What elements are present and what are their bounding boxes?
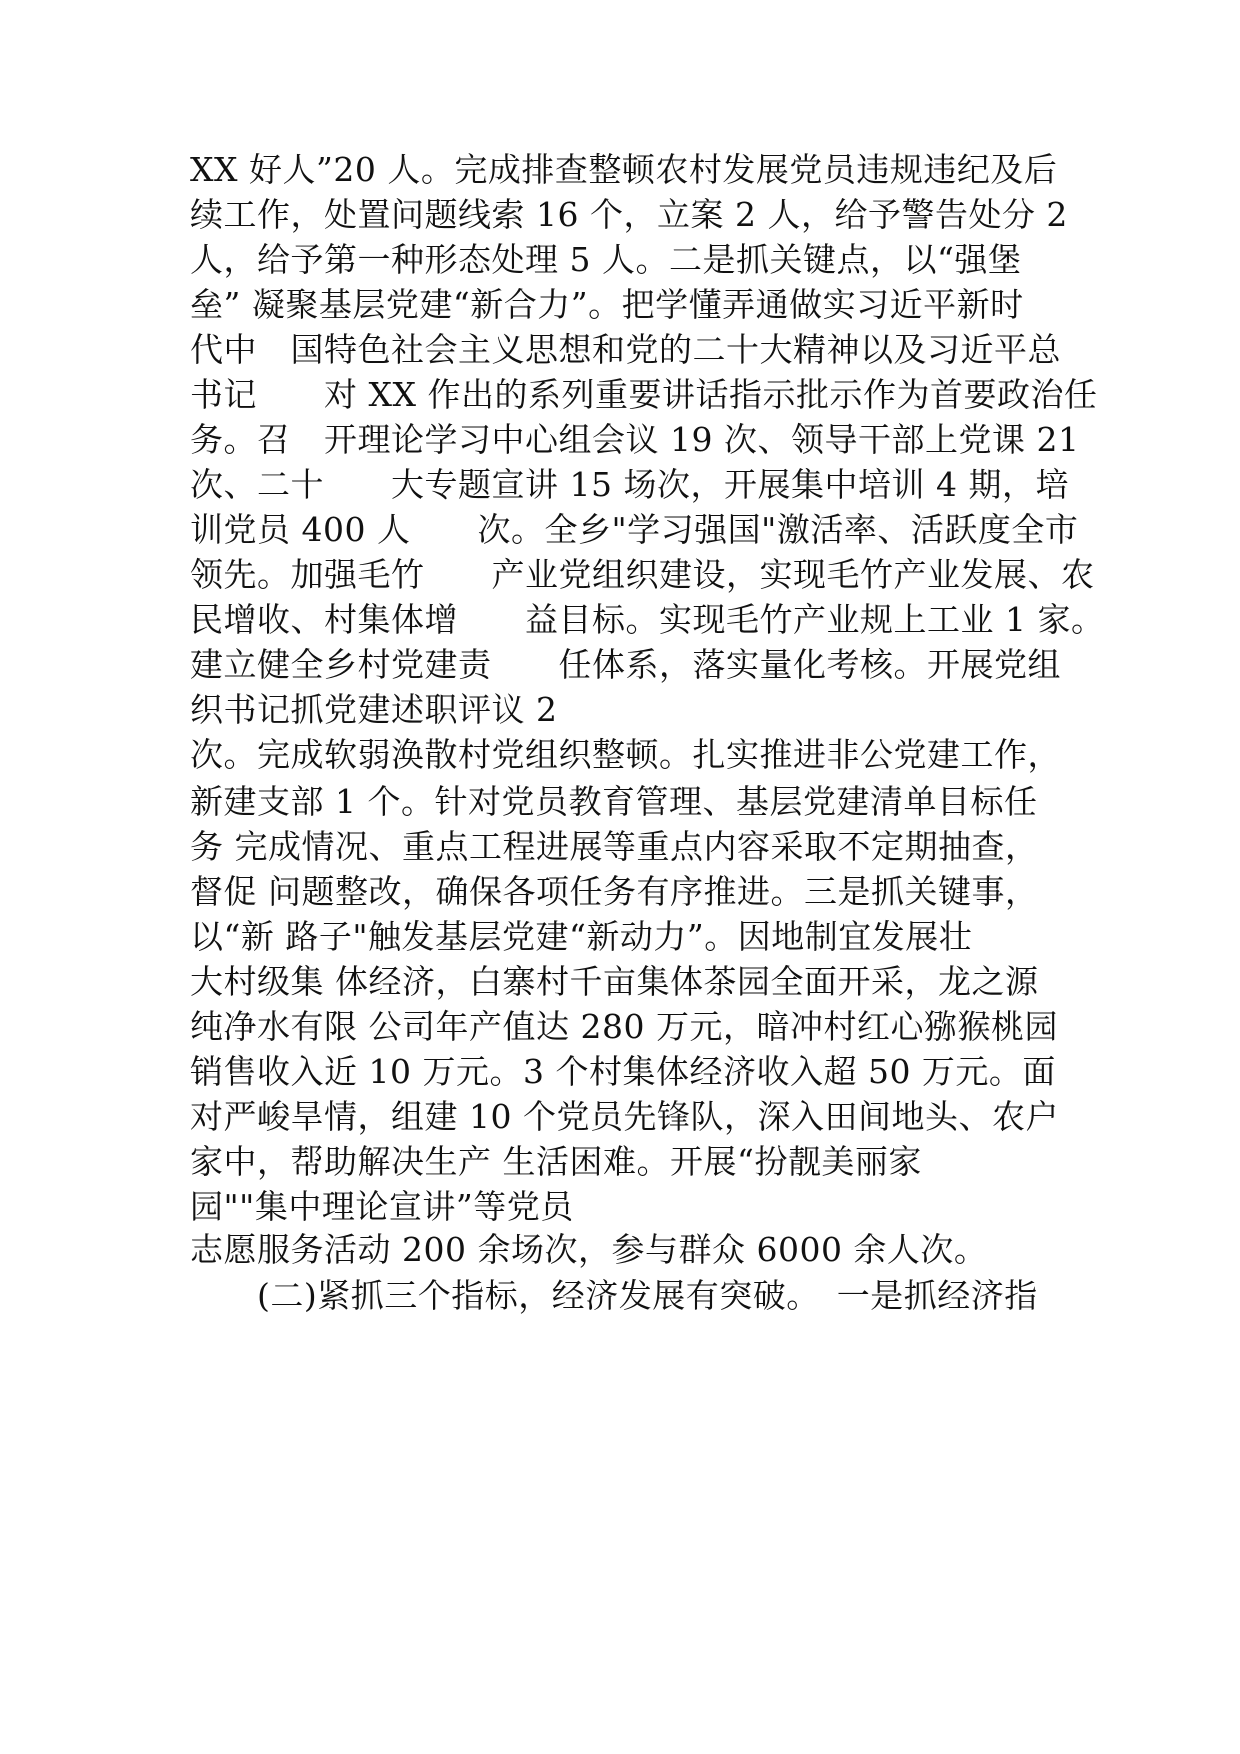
text-line: 家中，帮助解决生产 生活困难。开展“扮靓美丽家 — [190, 1142, 922, 1181]
text-line: 建立健全乡村党建责 任体系，落实量化考核。开展党组 — [190, 645, 1061, 684]
text-line: 次。完成软弱涣散村党组织整顿。扎实推进非公党建工作， — [190, 735, 1061, 774]
text-line: 园""集中理论宣讲”等党员 — [190, 1187, 574, 1226]
text-line: 垒” 凝聚基层党建“新合力”。把学懂弄通做实习近平新时 — [190, 285, 1024, 324]
text-line: 大村级集 体经济，白寨村千亩集体茶园全面开采，龙之源 — [190, 962, 1039, 1001]
text-line: 训党员 400 人 次。全乡"学习强国"激活率、活跃度全市 — [190, 510, 1079, 549]
text-line: (二)紧抓三个指标，经济发展有突破。 一是抓经济指 — [190, 1276, 1038, 1315]
text-line: XX 好人”20 人。完成排查整顿农村发展党员违规违纪及后 — [190, 150, 1058, 189]
text-line: 务 完成情况、重点工程进展等重点内容采取不定期抽查， — [190, 827, 1039, 866]
text-line: 民增收、村集体增 益目标。实现毛竹产业规上工业 1 家。 — [190, 600, 1105, 639]
text-line: 代中 国特色社会主义思想和党的二十大精神以及习近平总 — [190, 330, 1061, 369]
text-line: 次、二十 大专题宣讲 15 场次，开展集中培训 4 期，培 — [190, 465, 1069, 504]
text-line: 新建支部 1 个。针对党员教育管理、基层党建清单目标任 — [190, 782, 1038, 821]
text-line: 对严峻旱情，组建 10 个党员先锋队，深入田间地头、农户 — [190, 1097, 1059, 1136]
text-line: 领先。加强毛竹 产业党组织建设，实现毛竹产业发展、农 — [190, 555, 1095, 594]
text-line: 织书记抓党建述职评议 2 — [190, 690, 558, 729]
text-line: 志愿服务活动 200 余场次，参与群众 6000 余人次。 — [190, 1230, 988, 1269]
text-line: 务。召 开理论学习中心组会议 19 次、领导干部上党课 21 — [190, 420, 1080, 459]
text-line: 以“新 路子"触发基层党建“新动力”。因地制宜发展壮 — [190, 917, 973, 956]
text-line: 人，给予第一种形态处理 5 人。二是抓关键点，以“强堡 — [190, 240, 1022, 279]
text-line: 续工作，处置问题线索 16 个，立案 2 人，给予警告处分 2 — [190, 195, 1068, 234]
text-line: 督促 问题整改，确保各项任务有序推进。三是抓关键事， — [190, 872, 1039, 911]
text-line: 销售收入近 10 万元。3 个村集体经济收入超 50 万元。面 — [190, 1052, 1056, 1091]
text-line: 纯净水有限 公司年产值达 280 万元，暗冲村红心猕猴桃园 — [190, 1007, 1058, 1046]
text-line: 书记 对 XX 作出的系列重要讲话指示批示作为首要政治任 — [190, 375, 1098, 414]
